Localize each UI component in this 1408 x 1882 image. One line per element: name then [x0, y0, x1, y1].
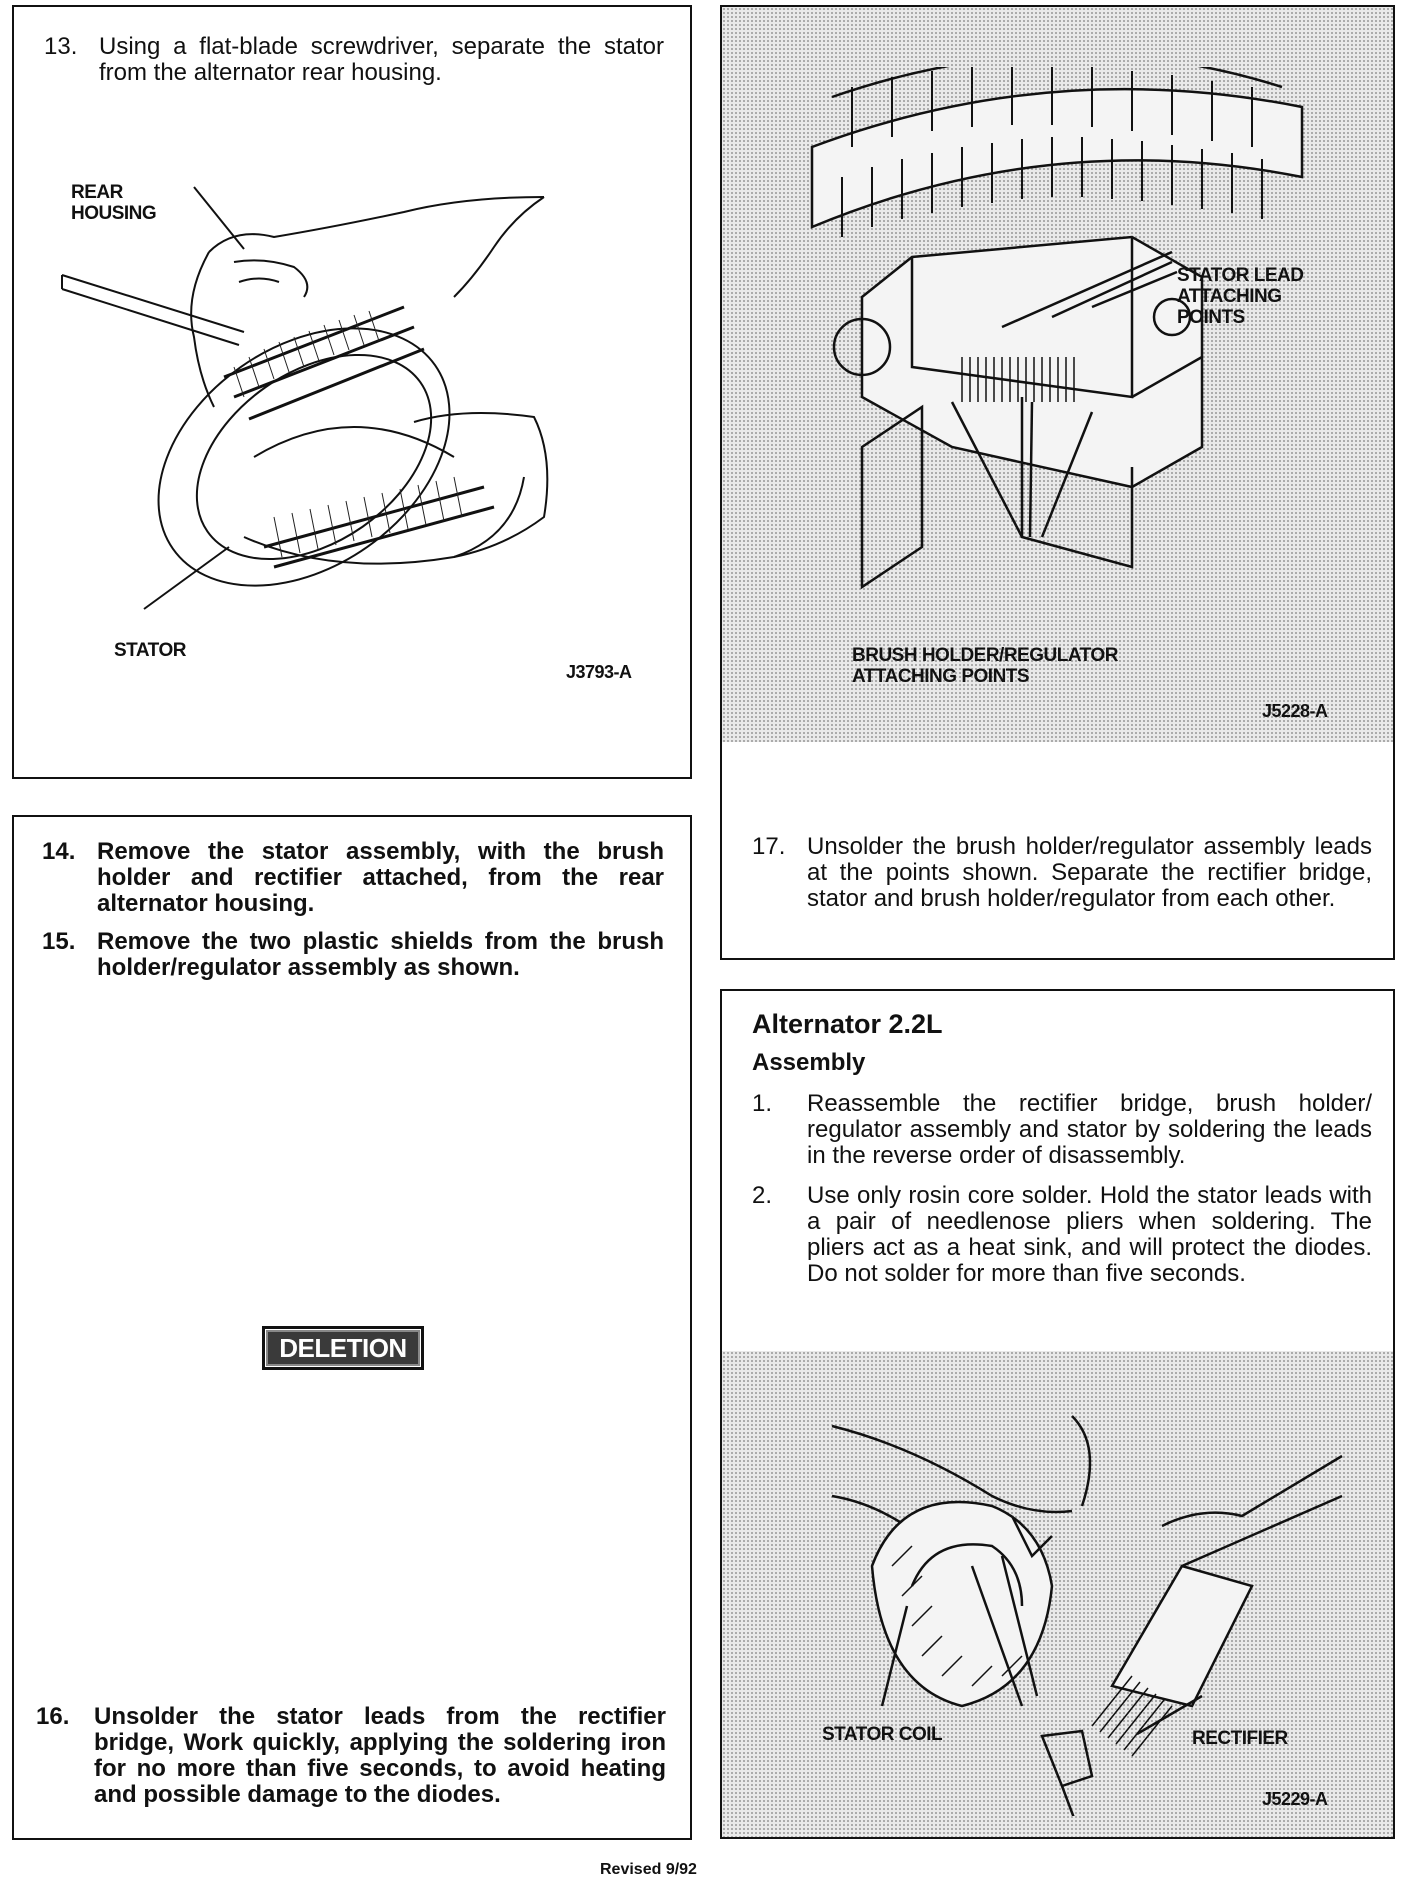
label-stator-coil: STATOR COIL	[822, 1724, 943, 1745]
figure-id: J5229-A	[1262, 1789, 1328, 1809]
label-stator-lead-attaching-points	[1177, 265, 1303, 328]
panel-steps-14-16	[12, 815, 692, 1840]
rectifier-brush-holder-illustration	[802, 67, 1382, 667]
step-text: Remove the stator assembly, with the brush holder and rectifier attached, from the rear alternator housing.	[97, 838, 664, 917]
label-line: ATTACHING POINTS	[852, 666, 1030, 687]
label-rectifier: RECTIFIER	[1192, 1728, 1288, 1749]
step-number: 17.	[752, 833, 786, 860]
step-2	[752, 1183, 1372, 1287]
panel-step-17	[720, 5, 1395, 960]
step-number: 2.	[752, 1182, 773, 1209]
step-number: 15.	[42, 928, 76, 955]
label-line: REAR	[71, 182, 123, 203]
step-13	[44, 34, 664, 86]
deletion-stamp	[262, 1326, 424, 1370]
page-footer: Revised 9/92	[600, 1861, 697, 1878]
section-heading: Alternator 2.2L	[752, 1009, 943, 1039]
section-subheading: Assembly	[752, 1049, 866, 1076]
step-text: Unsolder the brush holder/regulator assembly leads at the points shown. Separate the rectifier bridge, stator and brush holder/regulator from each other.	[807, 833, 1372, 912]
step-text: Using a flat-blade screwdriver, separate the stator from the alternator rear housing.	[99, 33, 664, 86]
panel-assembly	[720, 989, 1395, 1839]
deletion-text: DELETION	[268, 1332, 418, 1364]
step-16	[36, 1704, 666, 1808]
label-stator: STATOR	[114, 640, 186, 661]
label-line: POINTS	[1177, 307, 1245, 328]
panel-step-13	[12, 5, 692, 779]
figure-id: J3793-A	[566, 662, 632, 682]
step-text: Reassemble the rectifier bridge, brush holder/ regulator assembly and stator by soldering the leads in the reverse order of disassembly.	[807, 1090, 1372, 1169]
label-line: BRUSH HOLDER/REGULATOR	[852, 645, 1118, 666]
step-text: Remove the two plastic shields from the brush holder/regulator assembly as shown.	[97, 928, 664, 981]
step-number: 13.	[44, 33, 78, 60]
step-17	[752, 834, 1372, 912]
step-text: Use only rosin core solder. Hold the stator leads with a pair of needlenose pliers when soldering. The pliers act as a heat sink, and will protect the diodes. Do not solder for more than five seconds.	[807, 1182, 1372, 1287]
step-15	[42, 929, 664, 981]
step-text: Unsolder the stator leads from the rectifier bridge, Work quickly, applying the soldering iron for no more than five seconds, to avoid heating and possible damage to the diodes.	[94, 1703, 666, 1808]
label-rear-housing	[71, 182, 156, 224]
step-number: 1.	[752, 1090, 773, 1117]
soldering-illustration	[782, 1386, 1362, 1816]
label-line: STATOR LEAD	[1177, 265, 1304, 286]
label-line: ATTACHING	[1177, 286, 1282, 307]
figure-id: J5228-A	[1262, 701, 1328, 721]
step-number: 14.	[42, 838, 76, 865]
step-number: 16.	[36, 1703, 70, 1730]
step-1	[752, 1091, 1372, 1169]
label-line: HOUSING	[71, 203, 157, 224]
step-14	[42, 839, 664, 917]
stator-removal-illustration	[34, 157, 674, 657]
label-brush-holder-attaching-points	[852, 645, 1118, 687]
